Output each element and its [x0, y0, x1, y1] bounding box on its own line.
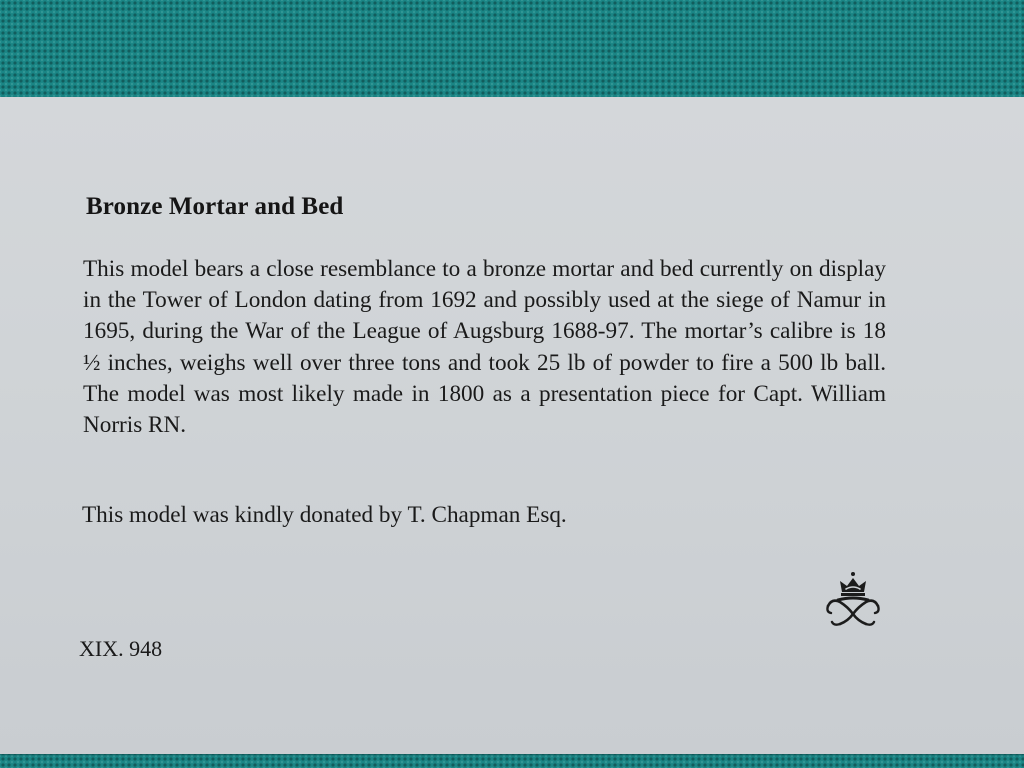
placard-title: Bronze Mortar and Bed [86, 193, 344, 220]
catalog-number: XIX. 948 [79, 636, 163, 661]
donation-note: This model was kindly donated by T. Chapman Esq. [82, 502, 567, 528]
crown-emblem-icon [822, 570, 884, 630]
placard-description: This model bears a close resemblance to a bronze mortar and bed currently on display in the Tower of London dating from 1692 and possibly used at the siege of Namur in 1695, during the War of the League of Augsburg 1688-97. The mortar’s calibre is 18 ½ inches, weighs well over three tons and took 25 lb of powder to fire a 500 lb ball. The model was most likely made in 1800 as a presentation piece for Capt. William Norris RN. [83, 256, 886, 439]
museum-placard [0, 97, 1024, 754]
